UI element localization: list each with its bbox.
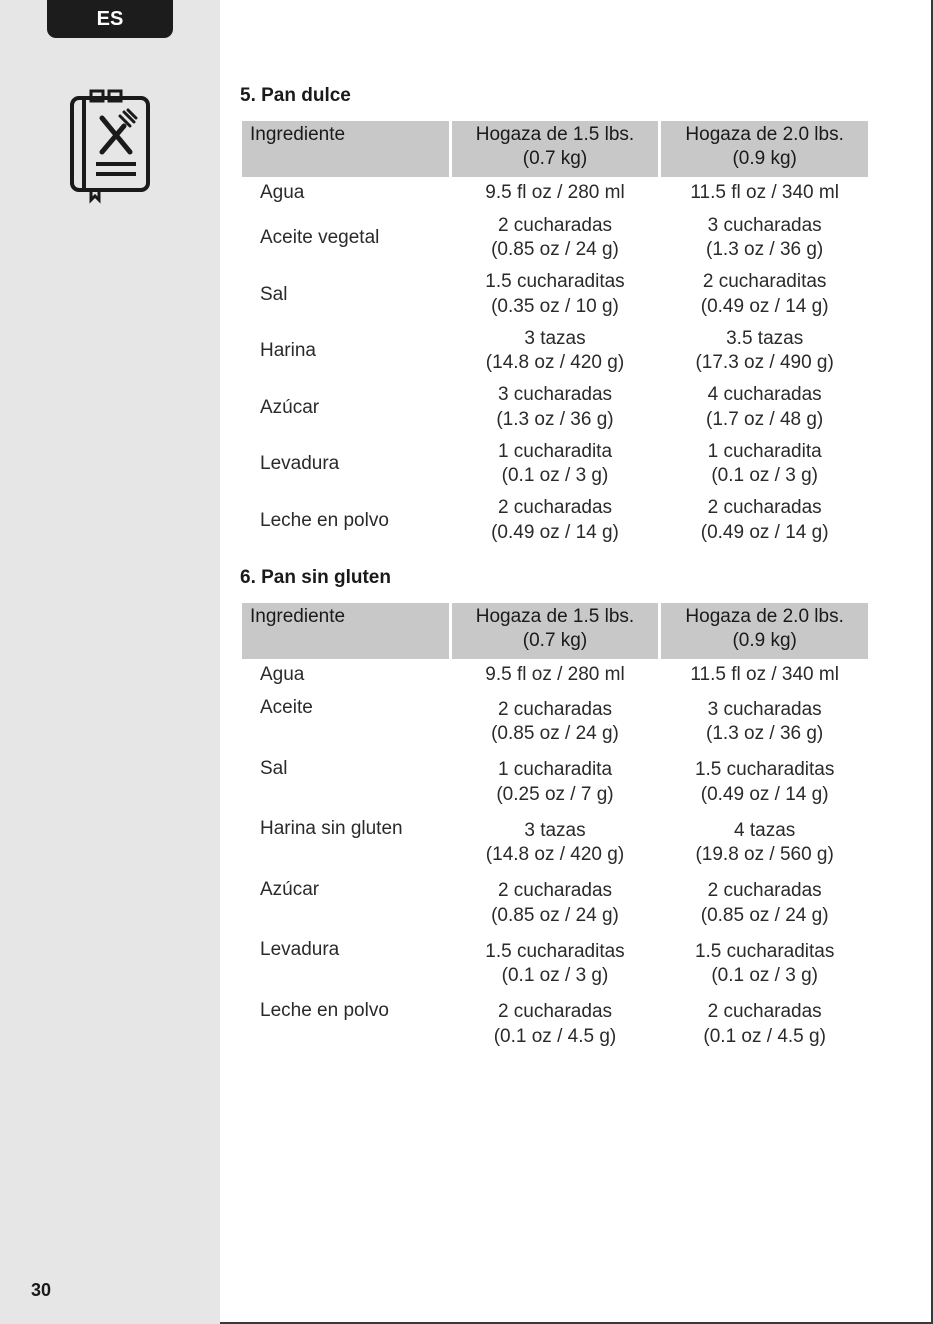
ingredient-cell: Harina [260, 340, 316, 361]
small-loaf-cell: 1 cucharadita (0.25 oz / 7 g) [496, 759, 614, 805]
recipe-book-icon [66, 86, 154, 204]
ingredients-table [239, 603, 871, 1055]
column-header-small-loaf: Hogaza de 1.5 lbs. (0.7 kg) [452, 121, 659, 177]
table-row [242, 380, 868, 437]
column-header-small-loaf: Hogaza de 1.5 lbs. (0.7 kg) [452, 603, 659, 659]
large-loaf-cell: 2 cucharadas (0.85 oz / 24 g) [700, 880, 829, 926]
ingredient-cell: Levadura [260, 453, 340, 474]
large-loaf-cell: 3 cucharadas (1.3 oz / 36 g) [706, 698, 824, 745]
ingredient-cell: Leche en polvo [260, 509, 389, 531]
column-header-ingredient: Ingrediente [242, 121, 449, 177]
small-loaf-cell: 9.5 fl oz / 280 ml [485, 182, 625, 204]
large-loaf-cell: 3 cucharadas (1.3 oz / 36 g) [706, 214, 824, 261]
column-header-large-loaf: Hogaza de 2.0 lbs. (0.9 kg) [661, 603, 868, 659]
recipe-section-pan-dulce [240, 84, 868, 549]
table-row [242, 995, 868, 1056]
large-loaf-cell: 3.5 tazas (17.3 oz / 490 g) [695, 327, 834, 374]
small-loaf-cell: 1.5 cucharaditas (0.35 oz / 10 g) [485, 271, 625, 317]
ingredients-table [239, 121, 871, 549]
section-title: 5. Pan dulce [240, 85, 351, 106]
page-number: 30 [31, 1280, 52, 1300]
table-row [242, 874, 868, 935]
large-loaf-cell: 2 cucharadas (0.1 oz / 4.5 g) [703, 1001, 826, 1047]
ingredient-cell: Sal [260, 757, 288, 779]
table-row [242, 267, 868, 324]
small-loaf-cell: 2 cucharadas (0.85 oz / 24 g) [491, 880, 619, 926]
ingredient-cell: Agua [260, 664, 305, 686]
small-loaf-cell: 2 cucharadas (0.1 oz / 4.5 g) [493, 1001, 617, 1047]
sidebar [0, 0, 220, 1324]
small-loaf-cell: 2 cucharadas (0.85 oz / 24 g) [491, 214, 619, 261]
table-row [242, 323, 868, 380]
ingredient-cell: Azúcar [260, 396, 320, 418]
small-loaf-cell: 3 tazas (14.8 oz / 420 g) [485, 819, 625, 866]
table-row [242, 177, 868, 210]
table-row [242, 659, 868, 692]
large-loaf-cell: 1.5 cucharaditas (0.49 oz / 14 g) [694, 759, 835, 805]
language-tab: ES [47, 0, 173, 38]
small-loaf-cell: 9.5 fl oz / 280 ml [485, 664, 625, 686]
column-header-ingredient: Ingrediente [242, 603, 449, 659]
table-row [242, 692, 868, 753]
section-title: 6. Pan sin gluten [240, 567, 391, 588]
small-loaf-cell: 3 tazas (14.8 oz / 420 g) [485, 327, 625, 374]
table-row [242, 493, 868, 550]
ingredient-cell: Azúcar [260, 878, 320, 900]
table-row [242, 436, 868, 493]
large-loaf-cell: 2 cucharadas (0.49 oz / 14 g) [700, 497, 829, 543]
table-row [242, 210, 868, 267]
ingredient-cell: Leche en polvo [260, 999, 389, 1021]
table-row [242, 813, 868, 874]
small-loaf-cell: 3 cucharadas (1.3 oz / 36 g) [496, 384, 614, 430]
recipe-section-pan-sin-gluten [240, 566, 868, 1055]
small-loaf-cell: 2 cucharadas (0.85 oz / 24 g) [491, 698, 619, 745]
ingredient-cell: Levadura [260, 939, 340, 960]
ingredient-cell: Aceite vegetal [260, 227, 380, 248]
large-loaf-cell: 4 tazas (19.8 oz / 560 g) [695, 819, 834, 866]
large-loaf-cell: 2 cucharaditas (0.49 oz / 14 g) [700, 271, 829, 317]
small-loaf-cell: 1 cucharadita (0.1 oz / 3 g) [497, 440, 613, 487]
table-row [242, 934, 868, 995]
small-loaf-cell: 1.5 cucharaditas (0.1 oz / 3 g) [485, 940, 625, 987]
large-loaf-cell: 11.5 fl oz / 340 ml [690, 182, 839, 204]
small-loaf-cell: 2 cucharadas (0.49 oz / 14 g) [491, 497, 619, 543]
ingredient-cell: Agua [260, 182, 305, 204]
table-row [242, 753, 868, 814]
ingredient-cell: Sal [260, 283, 288, 305]
large-loaf-cell: 1.5 cucharaditas (0.1 oz / 3 g) [694, 940, 835, 987]
large-loaf-cell: 11.5 fl oz / 340 ml [690, 664, 839, 686]
large-loaf-cell: 4 cucharadas (1.7 oz / 48 g) [706, 384, 824, 430]
large-loaf-cell: 1 cucharadita (0.1 oz / 3 g) [707, 440, 822, 487]
column-header-large-loaf: Hogaza de 2.0 lbs. (0.9 kg) [661, 121, 868, 177]
ingredient-cell: Aceite [260, 697, 313, 718]
ingredient-cell: Harina sin gluten [260, 818, 403, 839]
